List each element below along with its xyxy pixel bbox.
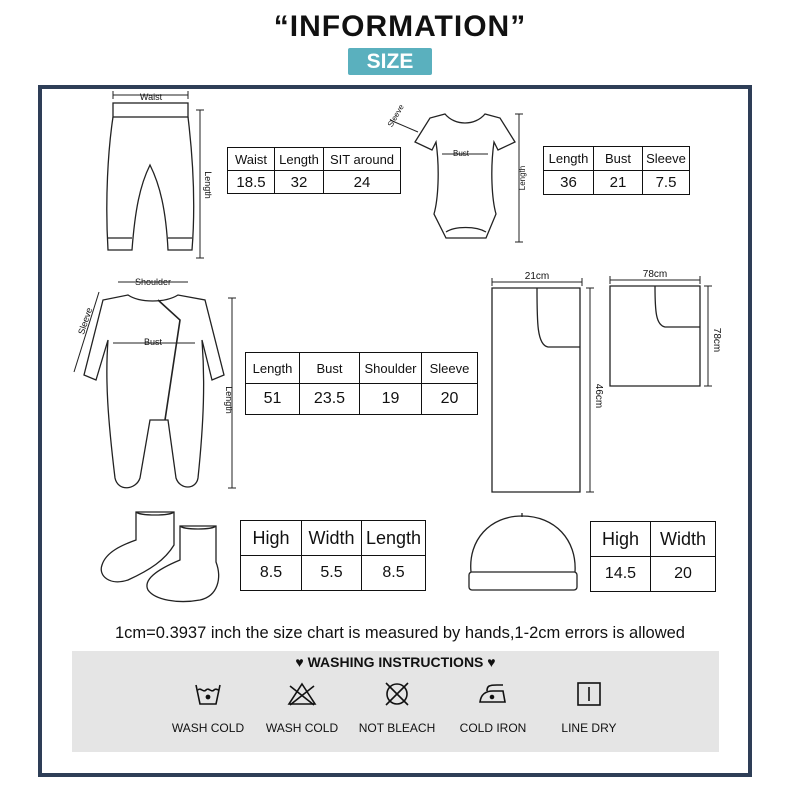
wash-tub-icon [158, 681, 258, 707]
table-cell: 14.5 [591, 557, 651, 592]
page-title: “INFORMATION” [273, 10, 527, 43]
table-header-cell: SIT around [324, 148, 401, 171]
small-blanket-width-label: 21cm [524, 271, 550, 282]
crossed-triangle-icon [252, 681, 352, 707]
pants-size-table [227, 147, 401, 194]
bodysuit-length-label: Length [518, 165, 527, 191]
romper-bust-label: Bust [143, 337, 163, 347]
romper-size-table [245, 352, 478, 415]
table-header-cell: Width [302, 521, 362, 556]
table-header-cell: High [241, 521, 302, 556]
washing-instructions-panel [72, 651, 719, 752]
small-blanket-drawing [492, 278, 594, 492]
booties-drawing [101, 512, 218, 602]
table-header-cell: Length [544, 147, 594, 171]
table-cell: 32 [275, 171, 324, 194]
table-header-cell: Bust [594, 147, 643, 171]
table-cell: 20 [422, 384, 478, 415]
table-cell: 51 [246, 384, 300, 415]
table-cell: 8.5 [241, 556, 302, 591]
table-header-cell: Length [275, 148, 324, 171]
table-header-cell: Length [246, 353, 300, 384]
small-blanket-height-label: 46cm [593, 383, 604, 409]
table-header-cell: Waist [228, 148, 275, 171]
care-item-line-dry [539, 681, 639, 735]
care-item-not-bleach [347, 681, 447, 735]
table-header-cell: Sleeve [422, 353, 478, 384]
romper-drawing [74, 282, 236, 488]
hat-drawing [469, 513, 577, 590]
table-header-cell: Width [651, 522, 716, 557]
bodysuit-drawing [390, 114, 523, 242]
table-cell: 24 [324, 171, 401, 194]
table-cell: 36 [544, 171, 594, 195]
table-cell: 19 [360, 384, 422, 415]
romper-shoulder-label: Shoulder [134, 277, 172, 287]
table-cell: 23.5 [300, 384, 360, 415]
care-label: WASH COLD [265, 721, 339, 735]
table-header-cell: Bust [300, 353, 360, 384]
table-cell: 18.5 [228, 171, 275, 194]
pants-length-label: Length [203, 171, 213, 199]
pants-waist-label: Waist [139, 92, 163, 102]
large-blanket-width-label: 78cm [642, 269, 668, 280]
romper-length-label: Length [224, 386, 234, 414]
table-cell: 7.5 [643, 171, 690, 195]
care-item-no-bleach-triangle [252, 681, 352, 735]
care-label: LINE DRY [561, 721, 617, 735]
table-header-cell: Length [362, 521, 426, 556]
care-item-cold-iron [443, 681, 543, 735]
booties-size-table [240, 520, 426, 591]
table-cell: 21 [594, 171, 643, 195]
large-blanket-drawing [610, 276, 712, 386]
hat-size-table [590, 521, 716, 592]
table-header-cell: High [591, 522, 651, 557]
care-label: WASH COLD [171, 721, 245, 735]
bodysuit-bust-label: Bust [452, 149, 470, 158]
crossed-circle-icon [347, 681, 447, 707]
table-cell: 8.5 [362, 556, 426, 591]
iron-icon [443, 681, 543, 707]
table-header-cell: Sleeve [643, 147, 690, 171]
table-cell: 20 [651, 557, 716, 592]
measurement-note: 1cm=0.3937 inch the size chart is measured by hands,1-2cm errors is allowed [115, 624, 685, 642]
care-item-wash-cold [158, 681, 258, 735]
washing-instructions-title: ♥ WASHING INSTRUCTIONS ♥ [295, 654, 496, 670]
care-label: NOT BLEACH [358, 721, 436, 735]
table-cell: 5.5 [302, 556, 362, 591]
bodysuit-sleeve-label: Sleeve [385, 102, 406, 129]
large-blanket-height-label: 78cm [711, 327, 722, 353]
bodysuit-size-table [543, 146, 690, 195]
care-label: COLD IRON [459, 721, 527, 735]
romper-sleeve-label: Sleeve [76, 306, 95, 336]
line-dry-icon [539, 681, 639, 707]
size-badge: SIZE [348, 48, 432, 75]
pants-drawing [107, 91, 204, 258]
table-header-cell: Shoulder [360, 353, 422, 384]
